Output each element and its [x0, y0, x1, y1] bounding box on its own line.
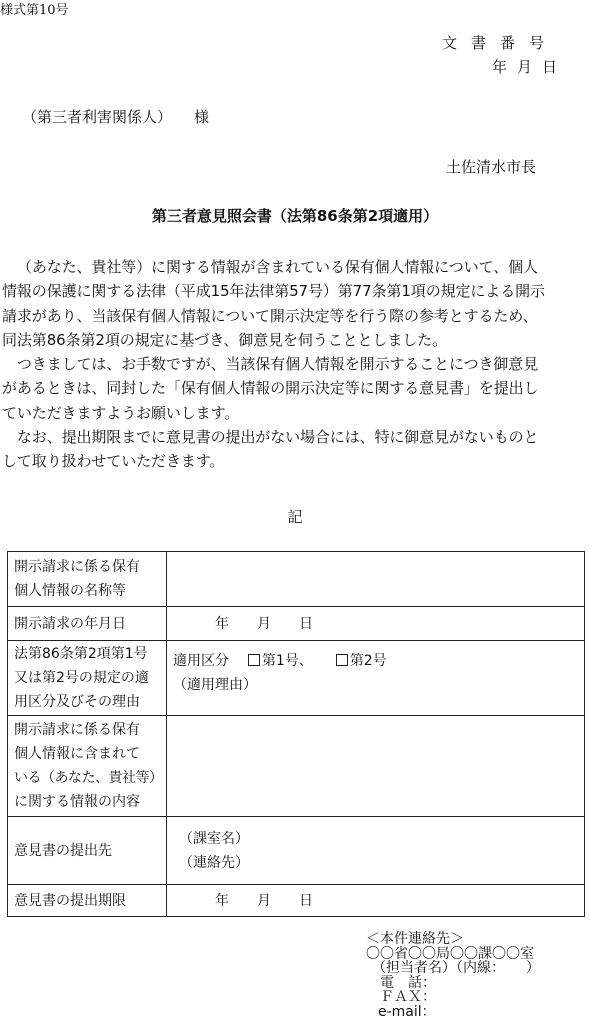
body-line: （あなた、貴社等）に関する情報が含まれている保有個人情報について、個人 [17, 258, 538, 276]
row-label: 意見書の提出期限 [8, 885, 167, 917]
contact-line: （担当者名）（内線： ） [372, 960, 540, 976]
contact-line: ＦＡＸ： [380, 989, 436, 1005]
body-text [2, 255, 590, 474]
body-line: つきましては、お手数ですが、当該保有個人情報を開示することにつき御意見 [2, 355, 539, 374]
contact-line: ＜本件連絡先＞ [366, 931, 464, 947]
table-row [8, 817, 585, 885]
contact-line: 〇〇省〇〇局〇〇課〇〇室 [366, 945, 534, 962]
addressee-name: （第三者利害関係人） [22, 108, 173, 126]
note-heading: 記 [287, 508, 303, 526]
option1-checkbox[interactable] [248, 654, 260, 666]
row-label: 開示請求に係る保有 個人情報に含まれて いる（あなた、貴社等） に関する情報の内容 [8, 716, 167, 817]
row-label: 開示請求の年月日 [8, 607, 167, 641]
table-row [8, 885, 585, 917]
document-number-label: 文書番号 [442, 34, 559, 52]
option2-checkbox[interactable] [336, 654, 348, 666]
body-line: があるときは、同封した「保有個人情報の開示決定等に関する意見書」を提出し [2, 379, 539, 398]
contact-block [366, 932, 540, 1019]
applicable-label: 適用区分 [173, 653, 229, 669]
table-row [8, 716, 585, 817]
addressee [22, 106, 209, 127]
table-row [8, 641, 585, 716]
row-value: 年 月 日 [167, 607, 585, 641]
body-line: して取り扱わせていただきます。 [2, 452, 225, 471]
document-date-label: 年月日 [492, 58, 568, 76]
row-value: （課室名） （連絡先） [167, 817, 585, 885]
body-line: ていただきますようお願いします。 [2, 403, 240, 422]
row-value [167, 716, 585, 817]
row-label: 法第86条第2項第1号 又は第2号の規定の適 用区分及びその理由 [8, 641, 167, 716]
issuer-name: 土佐清水市長 [446, 158, 537, 176]
body-line: なお、提出期限までに意見書の提出がない場合には、特に御意見がないものと [2, 428, 539, 447]
table-row [8, 607, 585, 641]
row-value: 適用区分 第1号、 第2号 （適用理由） [167, 641, 585, 716]
reason-label: （適用理由） [173, 677, 257, 693]
table-row [8, 552, 585, 607]
body-line: 請求があり、当該保有個人情報について開示決定等を行う際の参考とするため、 [2, 306, 538, 325]
document-title: 第三者意見照会書（法第86条第2項適用） [151, 207, 439, 225]
row-label: 開示請求に係る保有 個人情報の名称等 [8, 552, 167, 607]
form-number: 様式第10号 [0, 3, 69, 18]
addressee-honorific: 様 [194, 108, 210, 126]
contact-line: e-mail： [378, 1003, 436, 1020]
info-table [7, 551, 585, 917]
row-label: 意見書の提出先 [8, 817, 167, 885]
body-line: 情報の保護に関する法律（平成15年法律第57号）第77条第1項の規定による開示 [2, 282, 545, 301]
body-line: 同法第86条第2項の規定に基づき、御意見を伺うこととしました。 [2, 330, 447, 349]
row-value [167, 552, 585, 607]
row-value: 年 月 日 [167, 885, 585, 917]
contact-line: 電 話： [380, 974, 436, 991]
